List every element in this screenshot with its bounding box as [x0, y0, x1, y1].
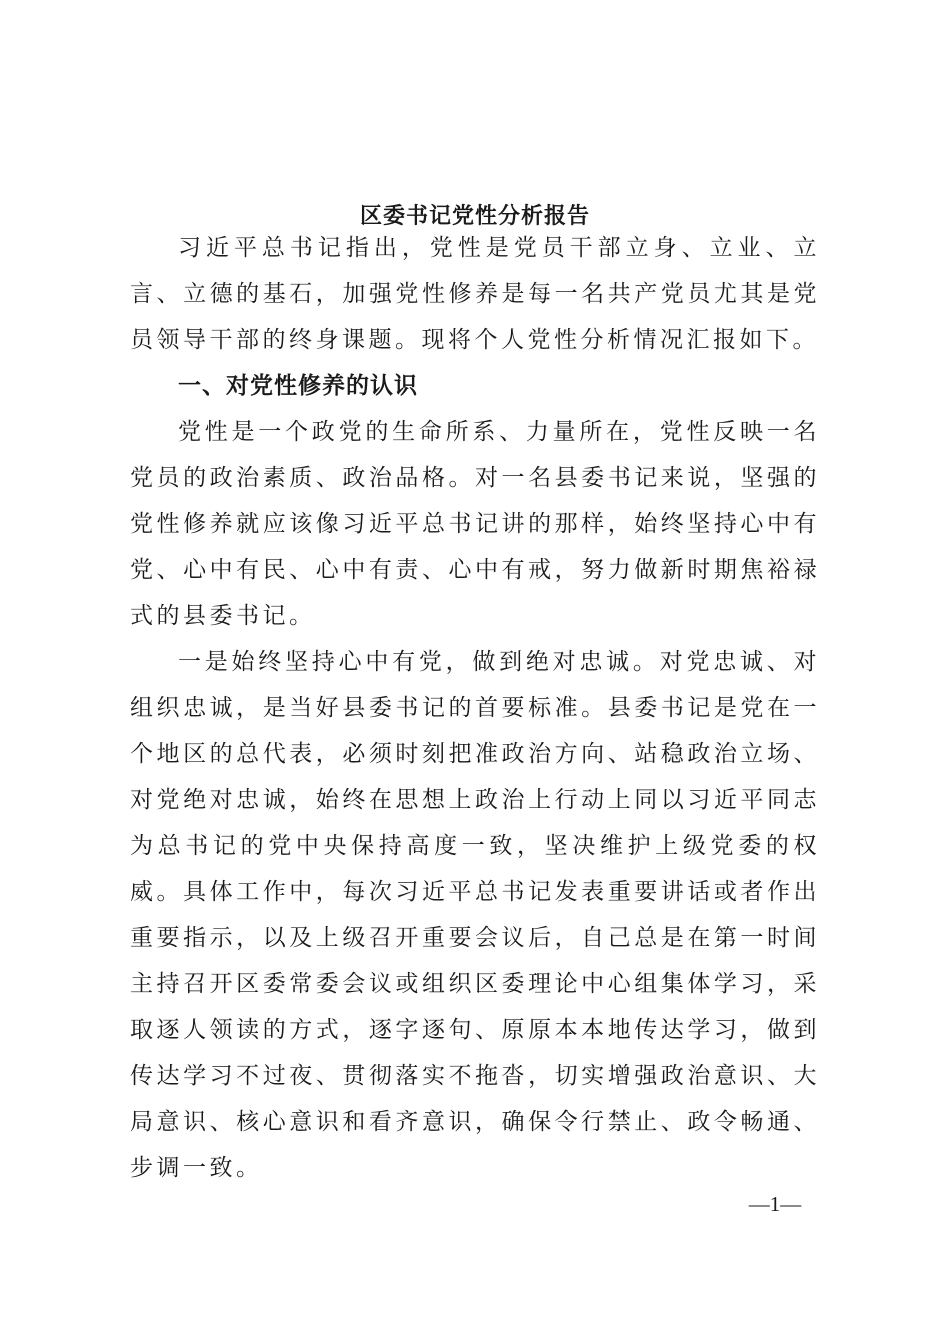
page-number: —1—: [748, 1192, 802, 1216]
document-title: 区委书记党性分析报告: [359, 202, 590, 229]
section-heading: 一、对党性修养的认识: [178, 373, 418, 399]
body-paragraph: 一是始终坚持心中有党，做到绝对忠诚。对党忠诚、对组织忠诚，是当好县委书记的首要标准。县委书记是党在一个地区的总代表，必须时刻把准政治方向、站稳政治立场、对党绝对忠诚，始终在思想上政治上行动上同以习近平同志为总书记的党中央保持高度一致，坚决维护上级党委的权威。具体工作中，每次习近平总书记发表重要讲话或者作出重要指示，以及上级召开重要会议后，自己总是在第一时间主持召开区委常委会议或组织区委理论中心组集体学习，采取逐人领读的方式，逐字逐句、原原本本地传达学习，做到传达学习不过夜、贯彻落实不拖沓，切实增强政治意识、大局意识、核心意识和看齐意识，确保令行禁止、政令畅通、步调一致。: [130, 649, 820, 1181]
intro-paragraph: 习近平总书记指出，党性是党员干部立身、立业、立言、立德的基石，加强党性修养是每一名共产党员尤其是党员领导干部的终身课题。现将个人党性分析情况汇报如下。: [130, 235, 820, 353]
body-paragraph: 党性是一个政党的生命所系、力量所在，党性反映一名党员的政治素质、政治品格。对一名县委书记来说，坚强的党性修养就应该像习近平总书记讲的那样，始终坚持心中有党、心中有民、心中有责、心中有戒，努力做新时期焦裕禄式的县委书记。: [130, 419, 820, 629]
